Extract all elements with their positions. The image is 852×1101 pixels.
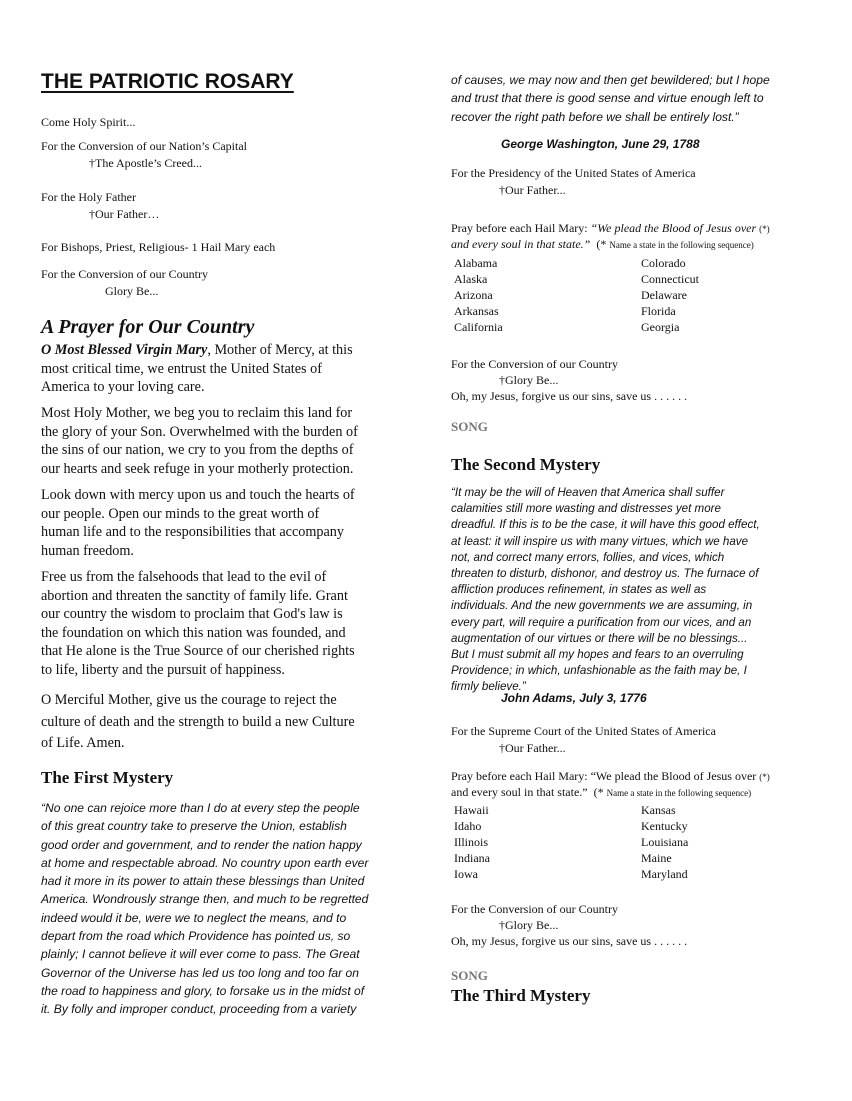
prayer-line: Oh, my Jesus, forgive us our sins, save us . . . . . . (451, 934, 688, 948)
quote-line: “It may be the will of Heaven that America shall suffer (451, 486, 725, 499)
pray-instruction: and every soul in that state.” (* Name a state in the following sequence) (451, 785, 752, 799)
prayer-line: †Our Father... (499, 741, 566, 755)
quote-line: America. Wondrously strange then, and much to be regretted (41, 892, 369, 907)
paragraph-line: America to your loving care. (41, 379, 205, 396)
quote-line: firmly believe.” (451, 680, 526, 694)
quote-line: threaten to disturb, dishonor, and destroy us. The furnace of (451, 567, 759, 581)
pray-instruction: Pray before each Hail Mary: “We plead the Blood of Jesus over (*) (451, 221, 770, 235)
paragraph-line: that He alone is the True Source of our cherished rights (41, 643, 355, 660)
first-mystery-quote-continued (451, 71, 819, 126)
paragraph-line: O Most Blessed Virgin Mary, Mother of Mercy, at this (41, 342, 353, 358)
adams-attribution: John Adams, July 3, 1776 (501, 691, 647, 705)
quote-line: But I must submit all my hopes and fears to an overruling (451, 648, 744, 662)
states-list-3 (454, 802, 490, 882)
quote-line: Governor of the Universe has led us too long and too far on (41, 965, 359, 980)
states-list-2 (641, 255, 699, 335)
opening-line: For Bishops, Priest, Religious- 1 Hail Mary each (41, 240, 276, 254)
quote-line: had it more in its power to attain these blessings than United (41, 874, 365, 889)
quote-line: not, and correct many errors, follies, and vices, which (451, 550, 725, 564)
paragraph-line: human freedom. (41, 542, 134, 559)
quote-line: it. By folly and improper conduct, proceeding from a variety (41, 1002, 357, 1017)
state-item: Idaho (454, 819, 482, 833)
washington-attribution: George Washington, June 29, 1788 (501, 137, 700, 151)
song-label: SONG (451, 968, 488, 983)
intention-line: For the Conversion of our Country (451, 357, 618, 371)
state-item: Louisiana (641, 835, 689, 849)
state-item: Florida (641, 304, 676, 318)
paragraph-line: culture of death and the strength to build a new Culture (41, 713, 355, 730)
quote-line: “No one can rejoice more than I do at every step the people (41, 801, 360, 815)
third-mystery-title: The Third Mystery (451, 986, 591, 1005)
paragraph-line: O Merciful Mother, give us the courage to reject the (41, 692, 337, 708)
quote-line: individuals. And the new governments we are assuming, in (451, 599, 753, 613)
state-item: Indiana (454, 851, 490, 865)
first-mystery-title: The First Mystery (41, 768, 174, 787)
state-item: Alabama (454, 256, 498, 270)
paragraph-line: the sins of our nation, we cry to you from the depths of (41, 442, 354, 459)
intention-line: For the Conversion of our Country (451, 902, 618, 916)
paragraph-line: human life and to the responsibilities that accompany (41, 524, 344, 541)
intention-line: For the Presidency of the United States of America (451, 166, 696, 180)
state-item: Maine (641, 851, 672, 865)
state-item: Kansas (641, 803, 676, 817)
prayer-line: Oh, my Jesus, forgive us our sins, save us . . . . . . (451, 389, 688, 403)
quote-line: calamities still more wasting and distresses yet more (451, 502, 721, 516)
state-item: Hawaii (454, 803, 489, 817)
quote-line: and trust that there is good sense and virtue enough left to (451, 91, 764, 106)
prayer-line: †Glory Be... (499, 918, 559, 932)
prayer-title: A Prayer for Our Country (41, 316, 255, 338)
quote-line: augmentation of our virtues or there will be no blessings... (451, 631, 748, 645)
opening-line: †Our Father… (89, 207, 160, 221)
state-item: Delaware (641, 288, 687, 302)
state-item: Georgia (641, 320, 680, 334)
state-item: California (454, 320, 503, 334)
state-item: Connecticut (641, 272, 699, 286)
state-item: Arkansas (454, 304, 499, 318)
paragraph-line: Look down with mercy upon us and touch the hearts of (41, 487, 355, 503)
prayer-paragraph (41, 568, 415, 680)
paragraph-line: Free us from the falsehoods that lead to the evil of (41, 569, 327, 585)
paragraph-line: our country the wisdom to proclaim that God's law is (41, 606, 343, 623)
first-mystery-quote (41, 799, 415, 1019)
opening-line: For the Conversion of our Country (41, 267, 208, 281)
prayer-paragraph (41, 404, 415, 478)
opening-line: For the Conversion of our Nation’s Capital (41, 139, 247, 153)
quote-line: every part, will require a purification from our vices, and an (451, 615, 752, 629)
quote-line: indeed would it be, were we to neglect the means, and to (41, 910, 347, 925)
state-item: Illinois (454, 835, 489, 849)
quote-line: affliction produces refinement, in states as well as (451, 583, 707, 597)
state-item: Kentucky (641, 819, 688, 833)
pray-instruction: and every soul in that state.” (* Name a state in the following sequence) (451, 237, 754, 251)
prayer-paragraph (41, 486, 415, 560)
state-item: Arizona (454, 288, 493, 302)
paragraph-line: of Life. Amen. (41, 735, 125, 751)
second-mystery-title: The Second Mystery (451, 455, 601, 474)
opening-line: For the Holy Father (41, 190, 136, 204)
opening-line: Glory Be... (105, 284, 159, 298)
prayer-line: †Glory Be... (499, 373, 559, 387)
quote-line: plainly; I cannot believe it will ever come to pass. The Great (41, 947, 360, 962)
pray-instruction: Pray before each Hail Mary: “We plead the Blood of Jesus over (*) (451, 769, 770, 783)
prayer-paragraph (41, 690, 415, 755)
intention-line: For the Supreme Court of the United States of America (451, 724, 716, 738)
quote-line: good order and government, and to render the nation happy (41, 837, 362, 852)
document-title: THE PATRIOTIC ROSARY (41, 70, 294, 93)
second-mystery-quote (451, 485, 819, 696)
paragraph-line: to life, liberty and the pursuit of happiness. (41, 661, 285, 678)
opening-line: Come Holy Spirit... (41, 115, 136, 129)
quote-line: of causes, we may now and then get bewildered; but I hope (451, 73, 770, 87)
state-item: Colorado (641, 256, 686, 270)
quote-line: the road to happiness and glory, to forsake us in the midst of (41, 983, 365, 998)
opening-line: †The Apostle’s Creed... (89, 156, 202, 170)
quote-line: of this great country take to preserve the Union, establish (41, 819, 347, 834)
state-item: Maryland (641, 867, 688, 881)
quote-line: Providence; in which, unfashionable as the faith may be, I (451, 664, 747, 678)
paragraph-line: the glory of your Son. Overwhelmed with the burden of (41, 423, 358, 440)
paragraph-line: most critical time, we entrust the United States of (41, 360, 322, 377)
states-list-1 (454, 255, 503, 335)
state-item: Alaska (454, 272, 488, 286)
paragraph-line: Most Holy Mother, we beg you to reclaim this land for (41, 405, 353, 421)
quote-line: depart from the road which Providence has pointed us, so (41, 929, 351, 944)
paragraph-line: our hearts and seek refuge in your motherly protection. (41, 460, 354, 477)
prayer-line: †Our Father... (499, 183, 566, 197)
prayer-lead: O Most Blessed Virgin Mary (41, 342, 208, 358)
song-label: SONG (451, 419, 488, 434)
paragraph-line: the foundation on which this nation was founded, and (41, 624, 346, 641)
quote-line: at home and respectable abroad. No country upon earth ever (41, 855, 369, 870)
quote-line: dreadful. If this is to be the case, it will have this good effect, (451, 518, 760, 532)
prayer-paragraph (41, 341, 415, 397)
quote-line: recover the right path before we shall be entirely lost.” (451, 109, 739, 124)
paragraph-line: our people. Open our minds to the great worth of (41, 505, 320, 522)
quote-line: at least: it will inspire us with many virtues, which we have (451, 534, 749, 548)
paragraph-line: abortion and threaten the sanctity of family life. Grant (41, 587, 348, 604)
states-list-4 (641, 802, 688, 882)
state-item: Iowa (454, 867, 478, 881)
